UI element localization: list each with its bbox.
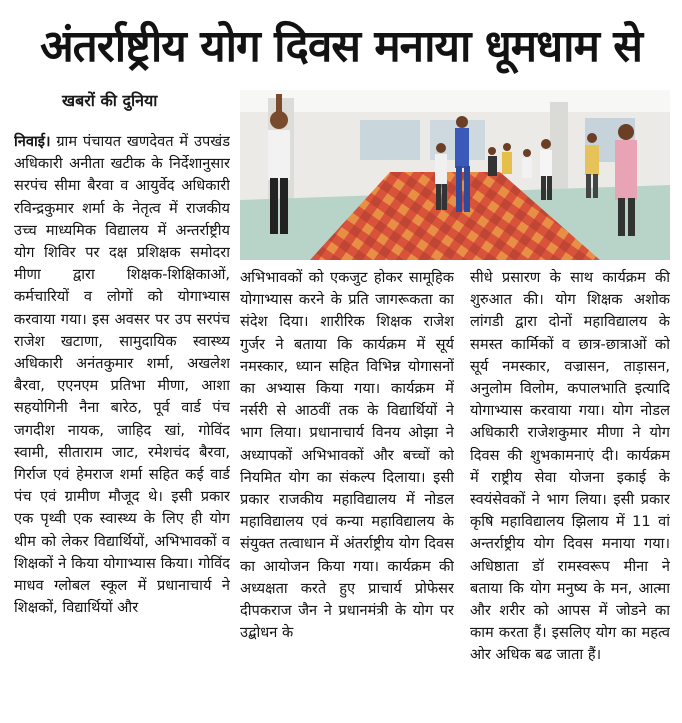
headline: अंतर्राष्ट्रीय योग दिवस मनाया धूमधाम से (40, 21, 642, 72)
article-column-2 (240, 267, 454, 719)
article-column-3 (470, 267, 670, 719)
article-text-1: ग्राम पंचायत खणदेवत में उपखंड अधिकारी अनीता खटीक के निर्देशानुसार सरपंच सीमा बैरवा व आयुर्वेद अधिकारी रविन्द्रकुमार शर्मा के नेतृत्व में राजकीय उच्च माध्यमिक विद्यालय में अन्तर्राष्ट्रीय योग शिविर पर दक्ष प्रशिक्षक समोदरा मीणा द्वारा शिक्षक-शिक्षिकाओं, कर्मचारियों व लोगों को योगाभ्यास करवाया गया। इस अवसर पर उप सरपंच राजेश खटाणा, सामुदायिक स्वास्थ्य अधिकारी अनंतकुमार शर्मा, अखलेश बैरवा, एएनएम प्रतिभा मीणा, आशा सहयोगिनी नैना बारेठ, पूर्व वार्ड पंच जगदीश नायक, जाहिद खां, गोविंद स्वामी, सीताराम जाट, रमेशचंद बैरवा, गिर्राज एवं हेमराज शर्मा सहित कई वार्ड पंच एवं ग्रामीण मौजूद थे। इसी प्रकार एक पृथ्वी एक स्वास्थ्य के लिए ही योग थीम को लेकर विद्यार्थियों, अभिभावकों व शिक्षकों ने किया योगाभ्यास किया। गोविंद माधव ग्लोबल स्कूल में प्रधानाचार्य ने शिक्षकों, विद्यार्थियों और (14, 133, 230, 617)
article-column-1 (14, 131, 230, 719)
article-text-3: सीधे प्रसारण के साथ कार्यक्रम की शुरुआत की। योग शिक्षक अशोक लांगडी द्वारा दोनों महाविद्यालय के समस्त कार्मिकों व छात्र-छात्राओं को सूर्य नमस्कार, वज्रासन, ताड़ासन, अनुलोम विलोम, कपालभाति इत्यादि योगाभ्यास करवाया गया। योग नोडल अधिकारी राजेशकुमार मीणा ने योग दिवस की शुभकामनाएं दी। कार्यक्रम में राष्ट्रीय सेवा योजना इकाई के स्वयंसेवकों ने भाग लिया। इसी प्रकार कृषि महाविद्यालय झिलाय में 11 वां अन्तर्राष्ट्रीय योग दिवस मनाया गया। अधिष्ठाता डॉ रामस्वरूप मीना ने बताया कि योग मनुष्य के मन, आत्मा और शरीर को आपस में जोडने का काम करता हैं। इसलिए योग का महत्व ओर अधिक बढ जाता हैं। (470, 269, 670, 664)
byline: खबरों की दुनिया (62, 91, 158, 110)
dateline: निवाई। (14, 133, 51, 150)
photo-illustration (240, 90, 670, 260)
yoga-session-photo (240, 90, 670, 260)
article-text-2: अभिभावकों को एकजुट होकर सामूहिक योगाभ्यास करने के प्रति जागरूकता का संदेश दिया। शारीरिक शिक्षक राजेश गुर्जर ने बताया कि कार्यक्रम में सूर्य नमस्कार, ध्यान सहित विभिन्न योगासनों का अभ्यास किया गया। कार्यक्रम में नर्सरी से आठवीं तक के विद्यार्थियों ने भाग लिया। प्रधानाचार्य विनय ओझा ने अध्यापकों अभिभावकों और बच्चों को नियमित योग का संकल्प दिलाया। इसी प्रकार राजकीय महाविद्यालय में नोडल महाविद्यालय एवं कन्या महाविद्यालय के संयुक्त तत्वाधान में अंतर्राष्ट्रीय योग दिवस का आयोजन किया गया। कार्यक्रम की अध्यक्षता करते हुए प्राचार्य प्रोफेसर दीपकराज जैन ने प्रधानमंत्री के योग पर उद्बोधन के (240, 269, 454, 642)
